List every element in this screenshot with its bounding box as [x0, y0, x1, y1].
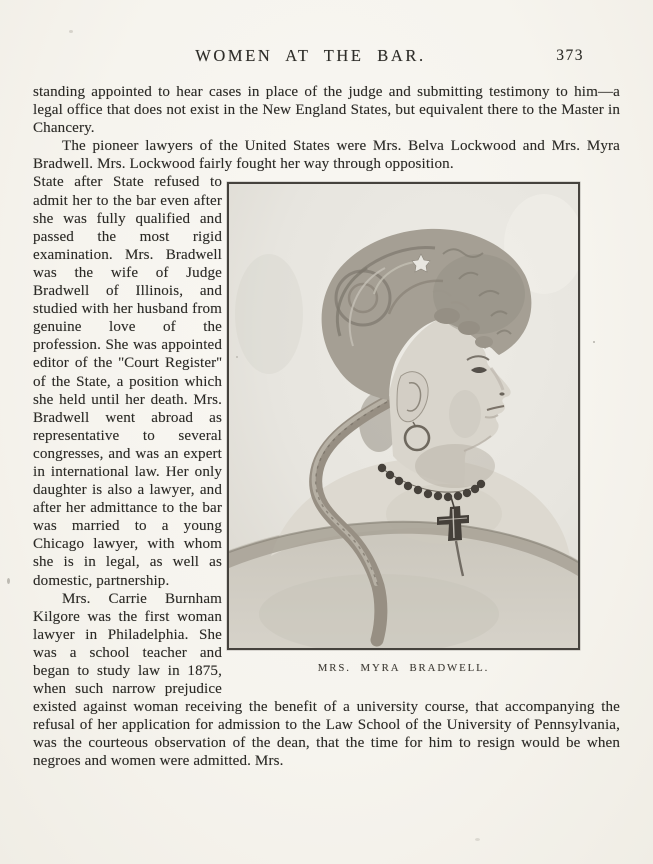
- paragraph-kilgore-biography: Mrs. Carrie Burnham Kilgore was the first woman lawyer in Philadelphia. She was a school teacher and began to study law in 1875, when such narrow prejudice existed against woman receiving the benefit of a university course, that accompanying the refusal of her application for admission to the Law School of the University of Pennsylvania, was the courteous observation of the dean, that the time for him to resign would be when negroes and women were admitted. Mrs.: [33, 590, 620, 770]
- paragraph-continuation-from-previous-page: standing appointed to hear cases in place of the judge and submitting testimony to him—a legal office that does not exist in the New England States, but equivalent there to the Master in Chancery.: [33, 84, 620, 137]
- photo-frame: [227, 182, 580, 650]
- running-head: [33, 46, 620, 68]
- page-number: 373: [556, 47, 584, 64]
- paragraph-bradwell-biography: State after State refused to admit her to the bar even after she was fully qualified and passed the most rigid examination. Mrs. Bradwell was the wife of Judge Bradwell of Illinois, and studied with her husband from genuine love of the profession. She was appointed editor of the ''Court Register'' of the State, a position which she held until her death. Mrs. Bradwell went abroad as representative to several congresses, and was an expert in international law. Her only daughter is also a lawyer, and after her admittance to the bar was married to a young Chicago lawyer, with whom she is in legal, as well as domestic, partnership.: [33, 174, 222, 589]
- scan-speck: [7, 578, 10, 584]
- figure-caption: MRS. MYRA BRADWELL.: [317, 662, 490, 675]
- portrait-photo-myra-bradwell: [229, 184, 578, 648]
- portrait-figure: [227, 182, 580, 677]
- paragraph-pioneer-lawyers-intro: The pioneer lawyers of the United States were Mrs. Belva Lockwood and Mrs. Myra Bradwell. Mrs. Lockwood fairly fought her way through opposition.: [33, 138, 620, 173]
- scan-speck: [69, 30, 73, 33]
- article-body: [33, 83, 620, 771]
- page-title: WOMEN AT THE BAR.: [195, 46, 426, 65]
- scan-speck: [475, 838, 480, 841]
